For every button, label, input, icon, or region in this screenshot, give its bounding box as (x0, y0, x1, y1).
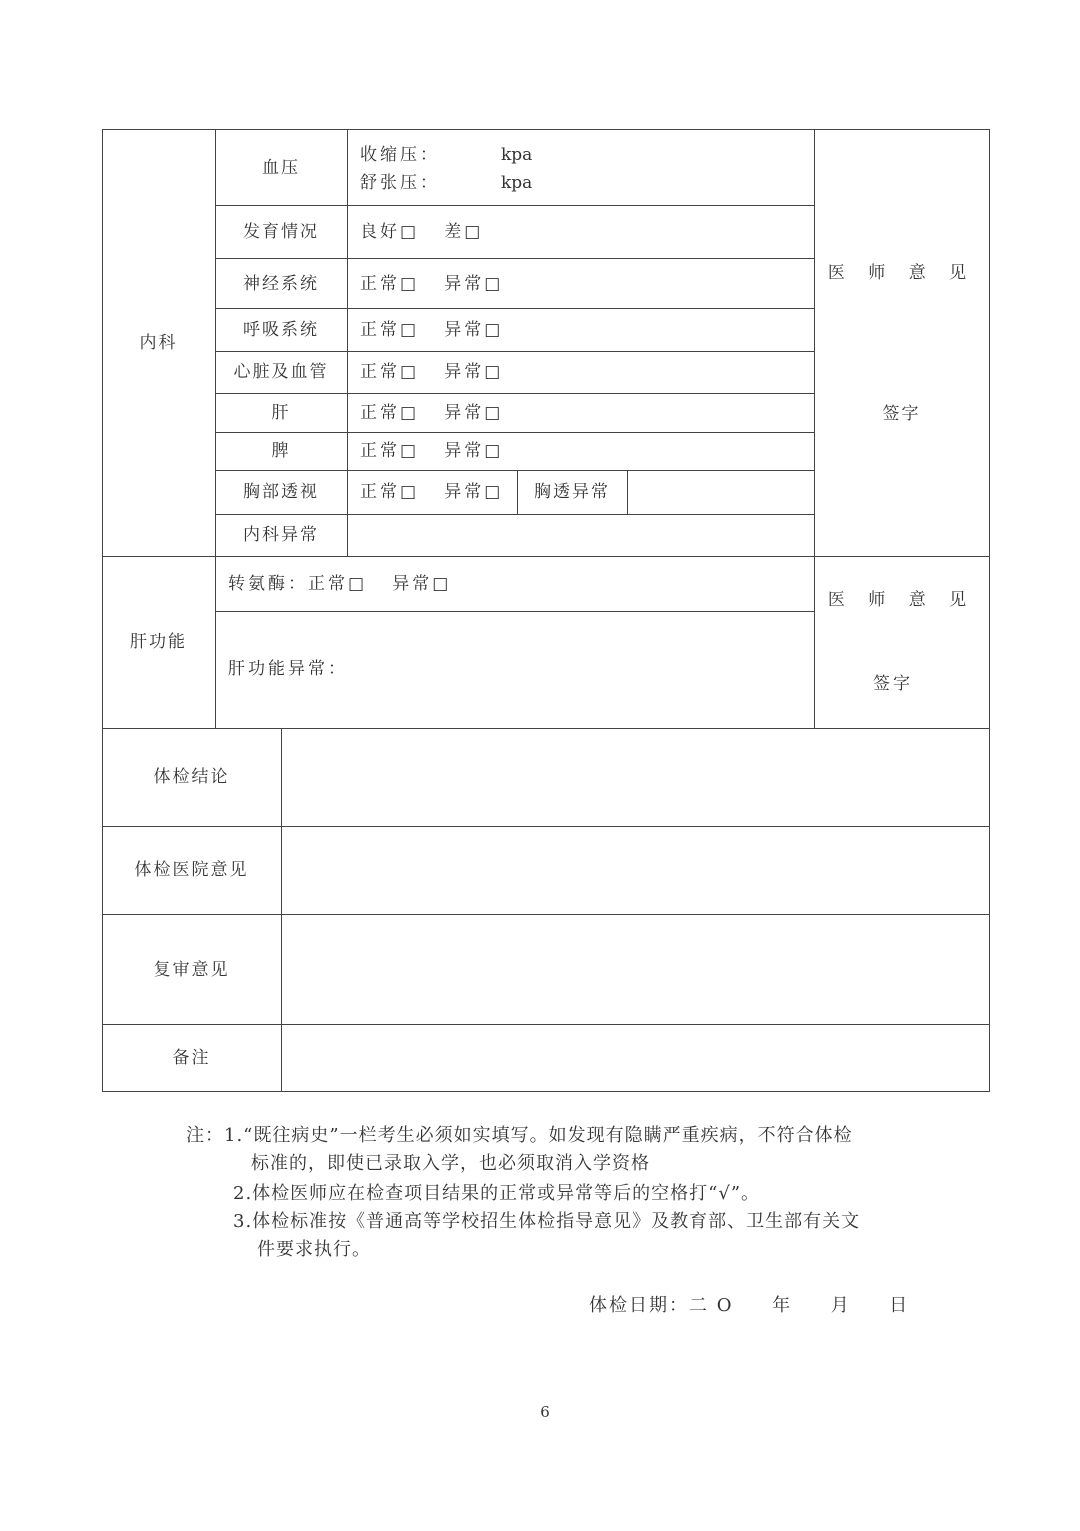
note-line-1: 注：1.“既往病史”一栏考生必须如实填写。如发现有隐瞒严重疾病，不符合体检 (186, 1125, 853, 1146)
liver-doctor-opinion: 医 师 意 见 (827, 590, 976, 610)
chest-xray-abnormal-field[interactable] (628, 471, 814, 514)
row-label-liver: 肝 (271, 403, 291, 423)
remarks-label: 备注 (172, 1048, 211, 1068)
row-divider (215, 205, 814, 206)
table-border-bottom (102, 1091, 990, 1092)
internal-abnormal-field[interactable] (348, 515, 814, 556)
liver-abnormal-label: 肝功能异常： (228, 659, 348, 679)
table-border-top (102, 129, 990, 130)
row-divider (215, 351, 814, 352)
transaminase-options[interactable]: 转氨酶：正常□ 异常□ (228, 574, 452, 594)
table-border-left (102, 129, 103, 1092)
hospital-opinion-label: 体检医院意见 (134, 860, 249, 880)
section-label-liver-function: 肝功能 (130, 632, 187, 652)
row-label-blood-pressure: 血压 (262, 158, 300, 178)
column-divider (215, 129, 216, 729)
row-label-heart: 心脏及血管 (233, 362, 329, 382)
row-label-respiratory: 呼吸系统 (243, 320, 319, 340)
row-label-internal-abnormal: 内科异常 (243, 525, 319, 545)
exam-date-line: 体检日期：二 O 年 月 日 (589, 1295, 910, 1316)
section-label-internal: 内科 (139, 333, 178, 353)
heart-options[interactable]: 正常□ 异常□ (360, 362, 504, 382)
liver-signature-label: 签字 (873, 674, 913, 694)
nervous-options[interactable]: 正常□ 异常□ (360, 274, 504, 294)
row-divider (215, 258, 814, 259)
column-divider (347, 129, 348, 557)
row-divider (215, 432, 814, 433)
row-divider (215, 611, 814, 612)
chest-xray-abnormal-label: 胸透异常 (534, 482, 610, 502)
systolic-label: 收缩压： (360, 145, 440, 165)
table-border-right (989, 129, 990, 1092)
row-label-nervous: 神经系统 (243, 274, 319, 294)
internal-signature-label: 签字 (882, 404, 921, 424)
systolic-unit: kpa (501, 145, 533, 165)
spleen-options[interactable]: 正常□ 异常□ (360, 441, 504, 461)
section-divider (102, 556, 990, 557)
diastolic-unit: kpa (501, 173, 533, 193)
note-line-4: 3.体检标准按《普通高等学校招生体检指导意见》及教育部、卫生部有关文 (233, 1211, 861, 1232)
row-label-development: 发育情况 (243, 222, 319, 242)
note-line-3: 2.体检医师应在检查项目结果的正常或异常等后的空格打“√”。 (233, 1183, 761, 1204)
diastolic-label: 舒张压： (360, 173, 440, 193)
note-line-2: 标准的，即使已录取入学，也必须取消入学资格 (251, 1153, 650, 1174)
note-line-5: 件要求执行。 (257, 1239, 371, 1260)
hospital-opinion-field[interactable] (282, 827, 989, 914)
development-options[interactable]: 良好□ 差□ (360, 222, 484, 242)
respiratory-options[interactable]: 正常□ 异常□ (360, 320, 504, 340)
page-number: 6 (540, 1403, 550, 1421)
row-label-spleen: 脾 (271, 441, 291, 461)
conclusion-field[interactable] (282, 729, 989, 826)
row-label-chest-xray: 胸部透视 (243, 482, 319, 502)
liver-options[interactable]: 正常□ 异常□ (360, 403, 504, 423)
chest-xray-options[interactable]: 正常□ 异常□ (360, 482, 504, 502)
row-divider (215, 393, 814, 394)
conclusion-label: 体检结论 (153, 767, 230, 787)
column-divider (814, 129, 815, 729)
remarks-field[interactable] (282, 1025, 989, 1091)
review-opinion-label: 复审意见 (153, 960, 230, 980)
row-divider (215, 308, 814, 309)
review-opinion-field[interactable] (282, 915, 989, 1024)
internal-doctor-opinion: 医 师 意 见 (827, 263, 976, 283)
